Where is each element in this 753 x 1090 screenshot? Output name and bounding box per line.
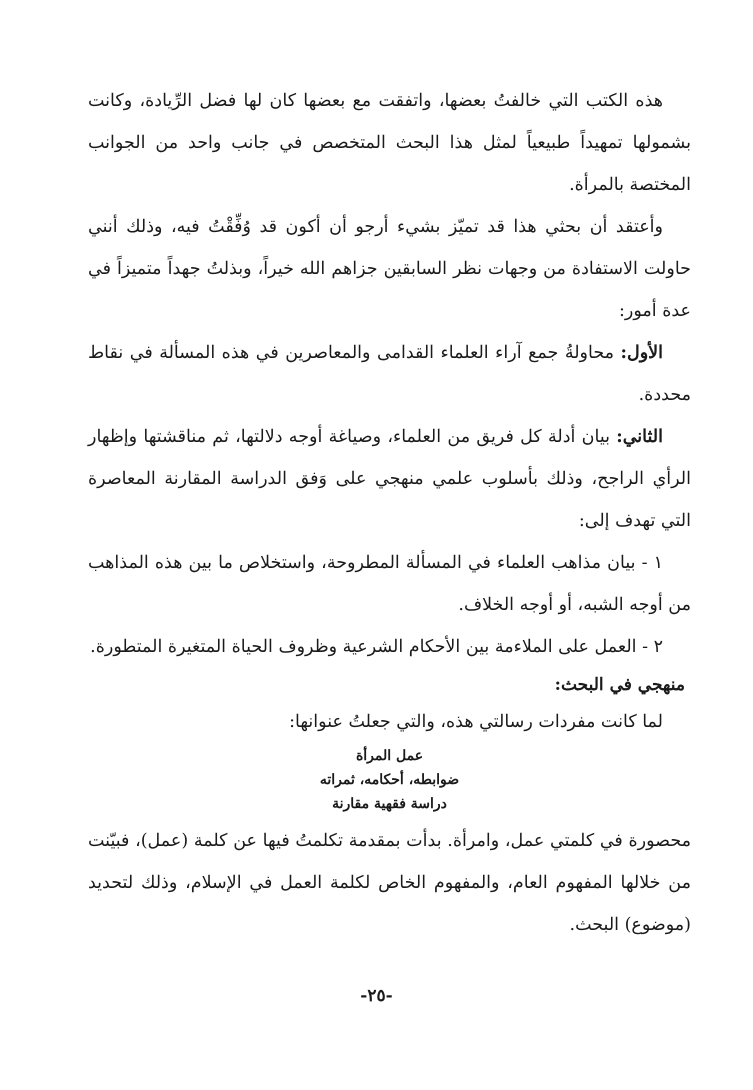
paragraph-introduction: محصورة في كلمتي عمل، وامرأة. بدأت بمقدمة تكلمتُ فيها عن كلمة (عمل)، فبيّنت من خلالها المفهوم العام، والمفهوم الخاص لكلمة العمل في الإسلام، وذلك لتحديد (موضوع) البحث.	[88, 831, 691, 935]
paragraph-first-point	[88, 332, 691, 416]
thesis-title: عمل المرأة	[355, 748, 424, 764]
page-number: -٢٥-	[360, 986, 393, 1006]
method-intro: لما كانت مفردات رسالتي هذه، والتي جعلتُ عنوانها:	[289, 712, 663, 732]
thesis-title-block	[88, 744, 691, 816]
paragraph-second-point	[88, 416, 691, 542]
thesis-study-type: دراسة فقهية مقارنة	[332, 796, 447, 812]
section-heading: منهجي في البحث:	[554, 675, 685, 695]
list-item: ٢ - العمل على الملاءمة بين الأحكام الشرعية وظروف الحياة المتغيرة المتطورة.	[90, 637, 663, 657]
second-point-label: الثاني:	[616, 427, 663, 447]
page-body	[88, 80, 691, 946]
first-point-text: محاولةُ جمع آراء العلماء القدامى والمعاصرين في هذه المسألة في نقاط محددة.	[88, 343, 691, 405]
paragraph-contribution: وأعتقد أن بحثي هذا قد تميّز بشيء أرجو أن أكون قد وُفِّقْتُ فيه، وذلك أنني حاولت الاستفادة من وجهات نظر السابقين جزاهم الله خيراً، وبذلتُ جهداً متميزاً في عدة أمور:	[88, 217, 691, 321]
thesis-subtitle: ضوابطه، أحكامه، ثمراته	[319, 772, 460, 788]
list-item: ١ - بيان مذاهب العلماء في المسألة المطروحة، واستخلاص ما بين هذه المذاهب من أوجه الشبه، أو أوجه الخلاف.	[88, 553, 691, 615]
paragraph-sources: هذه الكتب التي خالفتُ بعضها، واتفقت مع بعضها كان لها فضل الرِّيادة، وكانت بشمولها تمهيداً طبيعياً لمثل هذا البحث المتخصص في جانب واحد من الجوانب المختصة بالمرأة.	[88, 91, 691, 195]
second-point-text: بيان أدلة كل فريق من العلماء، وصياغة أوجه دلالتها، ثم مناقشتها وإظهار الرأي الراجح، وذلك بأسلوب علمي منهجي على وَفق الدراسة المقارنة المعاصرة التي تهدف إلى:	[88, 427, 691, 531]
first-point-label: الأول:	[620, 343, 663, 363]
